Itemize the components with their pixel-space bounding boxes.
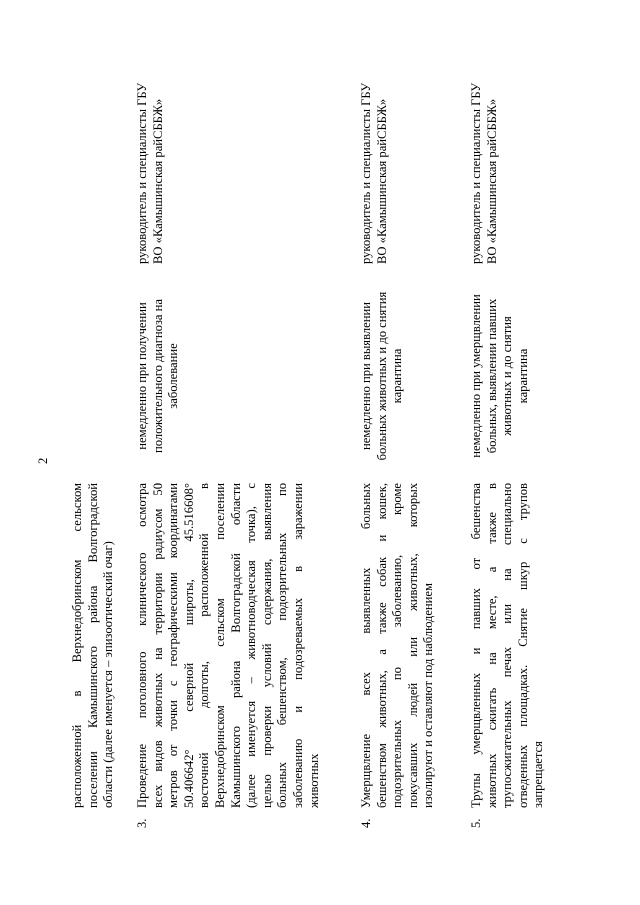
action-line: отведенных площадках. Снятие шкур с трупов (515, 483, 530, 808)
action-line: заболеванию и подозреваемых в заражении (290, 483, 305, 808)
action-line: животных (306, 753, 321, 808)
action-line: животных сжигать на месте, а также в (484, 483, 499, 808)
row-responsible (359, 34, 390, 264)
row-responsible (469, 34, 500, 264)
deadline-line: немедленно при умерщвлении (469, 294, 483, 458)
responsible-line: ВО «Камышинская райСББЖ» (484, 98, 499, 264)
row-action (469, 483, 547, 808)
row-deadline (359, 283, 406, 469)
deadline-line: заболевание (166, 343, 181, 409)
row-number: 5. (469, 818, 483, 828)
deadline-line: животных и до снятия (500, 316, 515, 436)
row-action (135, 483, 322, 808)
action-line: трупосжигательных печах или на специально (500, 483, 515, 808)
action-line: Верхнедобринском сельском поселении (212, 483, 227, 808)
action-line: Трупы умерщвленных и павших от бешенства (469, 483, 483, 808)
deadline-line: карантина (390, 348, 405, 404)
action-line: Камышинского района Волгоградской области (228, 483, 243, 808)
intro-text (70, 483, 117, 808)
action-line: 50.406642° северной широты, 45.516608° (181, 483, 196, 808)
deadline-line: положительного диагноза на (150, 299, 165, 454)
deadline-line: больных, выявлении павших (484, 298, 499, 454)
intro-line: расположенной в Верхнедобринском сельском (70, 483, 84, 808)
row-number: 3. (135, 818, 149, 828)
intro-line: поселении Камышинского района Волгоградской (85, 483, 100, 808)
deadline-line: немедленно при выявлении (359, 302, 373, 450)
action-line: больных бешенством, подозрительных по (275, 483, 290, 808)
row-deadline (135, 283, 182, 469)
deadline-line: карантина (515, 348, 530, 404)
action-line: Умерщвление всех выявленных больных (359, 483, 373, 808)
action-line: (далее именуется – животноводческая точка), с (244, 483, 259, 808)
row-deadline (469, 283, 531, 469)
row-number: 4. (359, 818, 373, 828)
action-line: подозрительных по заболеванию, кроме (390, 483, 405, 808)
action-line: запрещается (531, 741, 546, 808)
action-line: покусавших людей или животных, которых (405, 483, 420, 808)
intro-line: области (далее именуется – эпизоотический очаг) (101, 541, 116, 808)
row-responsible (135, 34, 166, 264)
action-line: восточной долготы, расположенной в (197, 483, 212, 808)
responsible-line: ВО «Камышинская райСББЖ» (150, 98, 165, 264)
responsible-line: ВО «Камышинская райСББЖ» (374, 98, 389, 264)
responsible-line: руководитель и специалисты ГБУ (359, 82, 373, 264)
action-line: изолируют и оставляют под наблюдением (421, 583, 436, 808)
deadline-line: немедленно при получении (135, 302, 149, 450)
deadline-line: больных животных и до снятия (374, 291, 389, 461)
row-action (359, 483, 437, 808)
action-line: метров от точки с географическими координатами (166, 483, 181, 808)
action-line: Проведение поголовного клинического осмотра (135, 483, 149, 808)
page-number: 2 (36, 457, 50, 464)
responsible-line: руководитель и специалисты ГБУ (469, 82, 483, 264)
action-line: всех видов животных на территории радиусом 50 (150, 483, 165, 808)
responsible-line: руководитель и специалисты ГБУ (135, 82, 149, 264)
action-line: бешенством животных, а также собак и кошек, (374, 483, 389, 808)
action-line: целью проверки условий содержания, выявления (259, 483, 274, 808)
